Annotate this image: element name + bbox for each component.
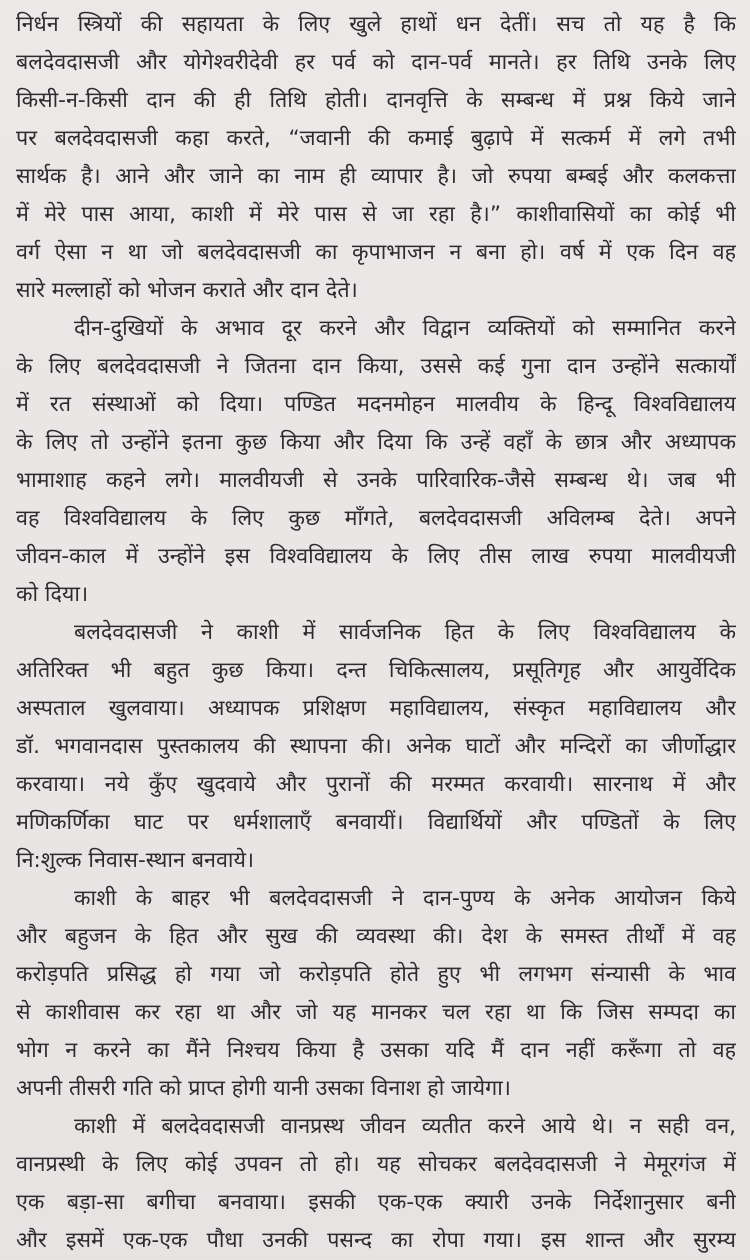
paragraph-2 [16,310,736,614]
text-line: किसी-न-किसी दान की ही तिथि होती। दानवृत्ति के सम्बन्ध में प्रश्न किये जाने [16,88,736,113]
text-line: निर्धन स्त्रियों की सहायता के लिए खुले हाथों धन देतीं। सच तो यह है कि [16,12,736,37]
text-line: एक बड़ा-सा बगीचा बनवाया। इसकी एक-एक क्यारी उनके निर्देशानुसार बनी [16,1190,736,1215]
text-line: को दिया। [16,582,89,607]
text-line: सार्थक है। आने और जाने का नाम ही व्यापार है। जो रुपया बम्बई और कलकत्ता [16,164,736,189]
text-line: दीन-दुखियों के अभाव दूर करने और विद्वान व्यक्तियों को सम्मानित करने [74,316,736,341]
text-line: वानप्रस्थी के लिए कोई उपवन तो हो। यह सोचकर बलदेवदासजी ने मेमूरगंज में [16,1152,736,1177]
text-line: में रत संस्थाओं को दिया। पण्डित मदनमोहन मालवीय के हिन्दू विश्वविद्यालय [16,392,736,417]
paragraph-5 [16,1108,736,1260]
text-line: वर्ग ऐसा न था जो बलदेवदासजी का कृपाभाजन न बना हो। वर्ष में एक दिन वह [16,240,736,265]
text-line: नि:शुल्क निवास-स्थान बनवाये। [16,848,255,873]
text-line: और इसमें एक-एक पौधा उनकी पसन्द का रोपा गया। इस शान्त और सुरम्य [16,1228,736,1253]
text-line: काशी में बलदेवदासजी वानप्रस्थ जीवन व्यतीत करने आये थे। न सही वन, [74,1114,736,1139]
text-line: भोग न करने का मैंने निश्चय किया है उसका यदि मैं दान नहीं करूँगा तो वह [16,1038,736,1063]
text-line: मणिकर्णिका घाट पर धर्मशालाएँ बनवायीं। विद्यार्थियों और पण्डितों के लिए [16,810,736,835]
paragraph-3 [16,614,736,880]
paragraph-4 [16,880,736,1108]
text-line: करवाया। नये कुँए खुदवाये और पुरानों की मरम्मत करवायी। सारनाथ में और [16,772,736,797]
text-line: जीवन-काल में उन्होंने इस विश्वविद्यालय के लिए तीस लाख रुपया मालवीयजी [16,544,736,569]
text-line: वह विश्वविद्यालय के लिए कुछ माँगते, बलदेवदासजी अविलम्ब देते। अपने [16,506,736,531]
text-line: काशी के बाहर भी बलदेवदासजी ने दान-पुण्य के अनेक आयोजन किये [74,886,736,911]
text-line: के लिए तो उन्होंने इतना कुछ किया और दिया कि उन्हें वहाँ के छात्र और अध्यापक [16,430,736,455]
text-line: अतिरिक्त भी बहुत कुछ किया। दन्त चिकित्सालय, प्रसूतिगृह और आयुर्वेदिक [16,658,736,683]
text-line: करोड़पति प्रसिद्ध हो गया जो करोड़पति होते हुए भी लगभग संन्यासी के भाव [16,962,736,987]
text-line: डॉ. भगवानदास पुस्तकालय की स्थापना की। अनेक घाटों और मन्दिरों का जीर्णोद्धार [16,734,736,759]
text-line: के लिए बलदेवदासजी ने जितना दान किया, उससे कई गुना दान उन्होंने सत्कार्यों [16,354,736,379]
text-line: से काशीवास कर रहा था और जो यह मानकर चल रहा था कि जिस सम्पदा का [16,1000,736,1025]
text-line: भामाशाह कहने लगे। मालवीयजी से उनके पारिवारिक-जैसे सम्बन्ध थे। जब भी [16,468,736,493]
text-line: बलदेवदासजी और योगेश्वरीदेवी हर पर्व को दान-पर्व मानते। हर तिथि उनके लिए [16,50,736,75]
text-line: अस्पताल खुलवाया। अध्यापक प्रशिक्षण महाविद्यालय, संस्कृत महाविद्यालय और [16,696,736,721]
text-line: अपनी तीसरी गति को प्राप्त होगी यानी उसका विनाश हो जायेगा। [16,1076,511,1101]
paragraph-1 [16,6,736,310]
text-line: पर बलदेवदासजी कहा करते, “जवानी की कमाई बुढ़ापे में सत्कर्म में लगे तभी [16,126,736,151]
text-line: सारे मल्लाहों को भोजन कराते और दान देते। [16,278,358,303]
text-line: और बहुजन के हित और सुख की व्यवस्था की। देश के समस्त तीर्थों में वह [16,924,736,949]
text-line: में मेरे पास आया, काशी में मेरे पास से जा रहा है।” काशीवासियों का कोई भी [16,202,736,227]
text-line: बलदेवदासजी ने काशी में सार्वजनिक हित के लिए विश्वविद्यालय के [74,620,736,645]
